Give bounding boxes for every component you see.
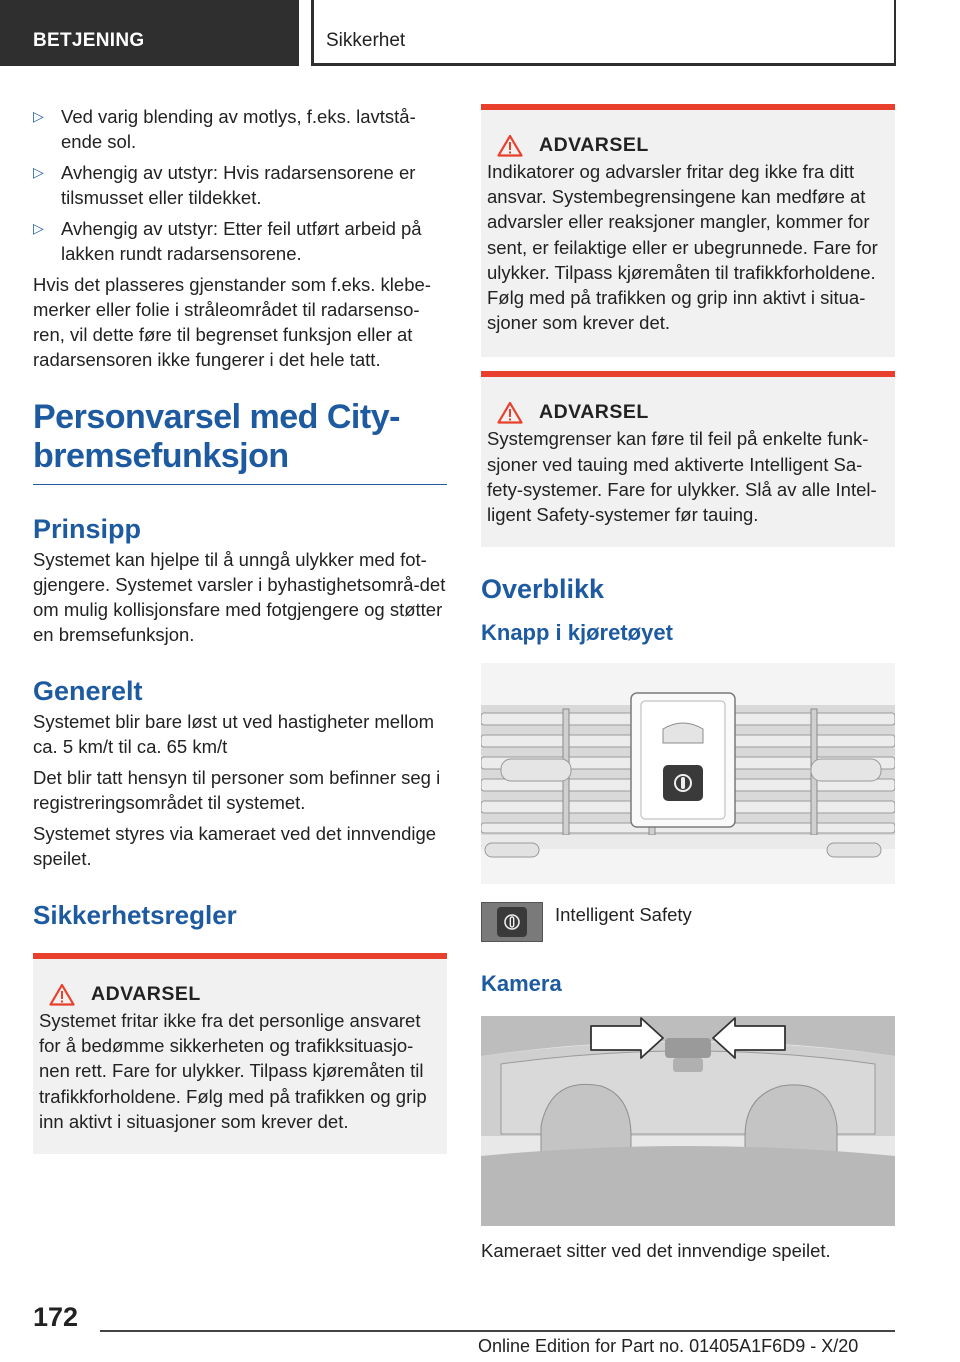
- list-item: ▷ Ved varig blending av motlys, f.eks. lavtstå-ende sol.: [33, 106, 416, 152]
- heading-knapp: Knapp i kjøretøyet: [481, 620, 673, 646]
- limitations-list: [33, 104, 447, 266]
- footer-divider: [100, 1330, 895, 1332]
- warning-triangle-icon: [497, 401, 523, 424]
- triangle-bullet-icon: ▷: [33, 108, 44, 124]
- button-legend: [481, 902, 895, 942]
- warning-text: Systemgrenser kan føre til feil på enkelte funk-sjoner ved tauing med aktiverte Intelligent Sa-fety-systemer. Fare for ulykker. Slå av alle Intel-ligent Safety-systemer før tauing.: [487, 428, 877, 526]
- intelligent-safety-button-icon: [481, 902, 543, 942]
- triangle-bullet-icon: ▷: [33, 220, 44, 236]
- left-column: [33, 104, 447, 1154]
- header-chapter-label: Sikkerhet: [326, 30, 406, 51]
- heading-kamera: Kamera: [481, 971, 562, 997]
- warning-box: [481, 371, 895, 547]
- right-column: [481, 104, 895, 1263]
- footer-edition: Online Edition for Part no. 01405A1F6D9 - X/20: [478, 1336, 859, 1356]
- vent-panel-illustration: [481, 663, 895, 884]
- warning-text: Systemet fritar ikke fra det personlige ansvaret for å bedømme sikkerheten og trafikksituasjo-nen rett. Fare for ulykker. Tilpass kjøremåten til trafikkforholdene. Følg med på trafikken og grip inn aktivt i situasjoner som krever det.: [39, 1010, 427, 1132]
- triangle-bullet-icon: ▷: [33, 164, 44, 180]
- header-section-label: BETJENING: [33, 30, 145, 51]
- list-item: ▷ Avhengig av utstyr: Etter feil utført arbeid på lakken rundt radarsensorene.: [33, 218, 422, 264]
- list-item: ▷ Avhengig av utstyr: Hvis radarsensorene er tilsmusset eller tildekket.: [33, 162, 416, 208]
- paragraph-prinsipp: Systemet kan hjelpe til å unngå ulykker med fot-gjengere. Systemet varsler i byhastighetsområ-det om mulig kollisjonsfare med fotgjengere og støtter en bremsefunksjon.: [33, 549, 446, 645]
- header-chapter-tab: [311, 0, 896, 66]
- paragraph-generelt-3: Systemet styres via kameraet ved det innvendige speilet.: [33, 823, 437, 869]
- heading-overblikk: Overblikk: [481, 574, 605, 605]
- camera-figure: [481, 1016, 895, 1226]
- heading-generelt: Generelt: [33, 676, 143, 706]
- paragraph-generelt-2: Det blir tatt hensyn til personer som befinner seg i registreringsområdet til systemet.: [33, 767, 441, 813]
- button-figure: [481, 663, 895, 884]
- car-interior-illustration: [481, 1016, 895, 1226]
- camera-caption: Kameraet sitter ved det innvendige speilet.: [481, 1240, 831, 1262]
- radar-sensor-note: Hvis det plasseres gjenstander som f.eks. klebe-merker eller folie i stråleområdet til radarsenso-ren, vil dette føre til begrenset funksjon eller at radarsensoren ikke fungerer i det hele tatt.: [33, 274, 431, 370]
- warning-label: ADVARSEL: [539, 401, 649, 424]
- heading-prinsipp: Prinsipp: [33, 514, 142, 544]
- warning-text: Indikatorer og advarsler fritar deg ikke fra ditt ansvar. Systembegrensingene kan medføre at advarsler eller reaksjoner mangler, kommer for sent, er feilaktige eller er ubegrunnede. Fare for ulykker. Tilpass kjøremåten til trafikkforholdene. Følg med på trafikken og grip inn aktivt i situa-sjoner som krever det.: [487, 161, 878, 334]
- warning-label: ADVARSEL: [91, 983, 201, 1005]
- warning-box: [481, 104, 895, 357]
- warning-triangle-icon: [49, 983, 75, 1006]
- warning-box: [33, 953, 447, 1154]
- warning-label: ADVARSEL: [539, 134, 649, 156]
- page-title: Personvarsel med City-bremsefunksjon: [33, 398, 447, 485]
- warning-triangle-icon: [497, 134, 523, 157]
- page-number: 172: [33, 1302, 79, 1332]
- legend-text: Intelligent Safety: [555, 904, 692, 926]
- heading-sikkerhetsregler: Sikkerhetsregler: [33, 900, 237, 930]
- paragraph-generelt-1: Systemet blir bare løst ut ved hastigheter mellom ca. 5 km/t til ca. 65 km/t: [33, 711, 434, 757]
- header-section-tab: [0, 0, 299, 66]
